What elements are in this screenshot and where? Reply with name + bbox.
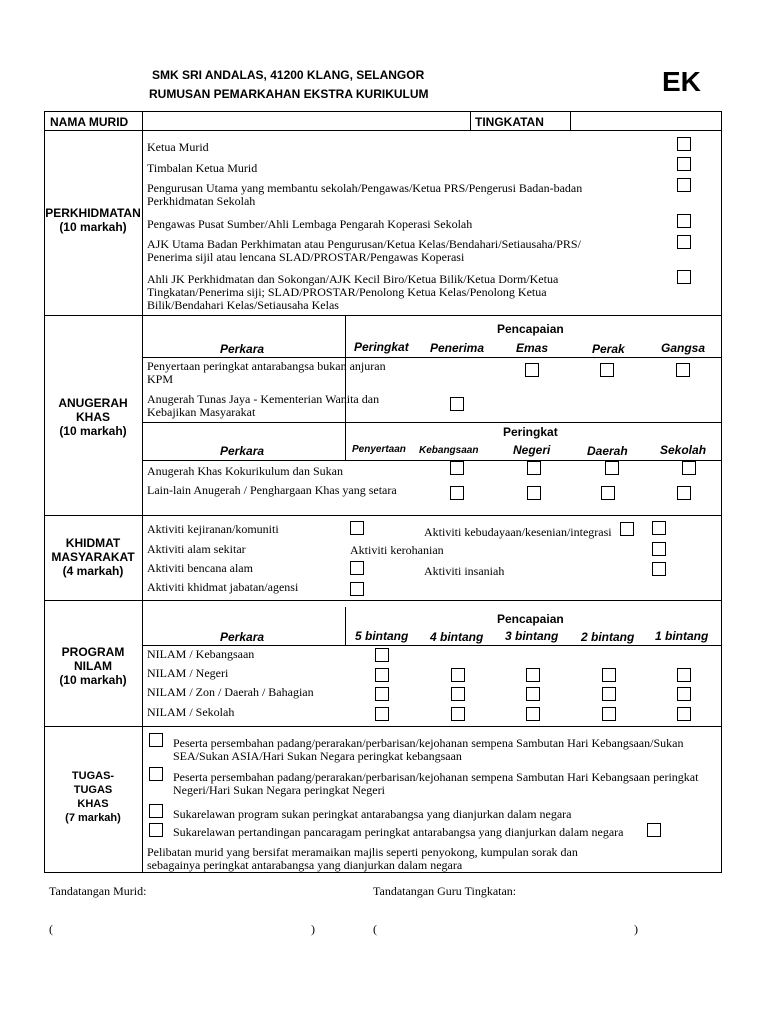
checkbox[interactable] (677, 270, 691, 284)
anugerah-peringkat2-header: Peringkat (503, 425, 558, 439)
nilam-star-header: 2 bintang (581, 630, 635, 644)
tugas-khas-label: TUGAS-TUGAS KHAS (7 markah) (65, 770, 121, 824)
guru-signature-field[interactable] (382, 918, 630, 938)
list-item: Aktiviti khidmat jabatan/agensi (147, 580, 299, 594)
nilam-pencapaian-header: Pencapaian (497, 612, 564, 626)
checkbox[interactable] (677, 137, 691, 151)
list-item: AJK Utama Badan Perkhimatan atau Pengurusan/Ketua Kelas/Bendahari/Setiausaha/PRS/ Penerima sijil atau lencana SLAD/PROSTAR/Pengawas Koperasi (147, 237, 581, 264)
checkbox[interactable] (350, 521, 364, 535)
guru-name-close: ) (634, 922, 638, 936)
checkbox[interactable] (526, 687, 540, 701)
anugerah-emas-header: Emas (516, 341, 549, 355)
list-item: NILAM / Zon / Daerah / Bahagian (147, 685, 314, 699)
murid-signature-field[interactable] (58, 918, 306, 938)
checkbox[interactable] (375, 707, 389, 721)
checkbox[interactable] (526, 707, 540, 721)
school-name: SMK SRI ANDALAS, 41200 KLANG, SELANGOR (152, 68, 425, 82)
murid-name-open: ( (49, 922, 53, 936)
checkbox[interactable] (350, 561, 364, 575)
checkbox[interactable] (620, 522, 634, 536)
checkbox[interactable] (450, 397, 464, 411)
checkbox[interactable] (451, 707, 465, 721)
checkbox[interactable] (602, 687, 616, 701)
checkbox[interactable] (527, 486, 541, 500)
anugerah-gangsa-header: Gangsa (661, 341, 706, 355)
program-nilam-label: PROGRAM NILAM (10 markah) (59, 645, 127, 687)
list-item: Aktiviti bencana alam (147, 561, 253, 575)
checkbox[interactable] (375, 668, 389, 682)
checkbox[interactable] (652, 521, 666, 535)
anugerah-sekolah-header: Sekolah (660, 443, 707, 457)
list-item: Peserta persembahan padang/perarakan/perbarisan/kejohanan sempena Sambutan Hari Kebangsaan peringkat Negeri/Hari Sukan Negara peringkat Negeri (173, 770, 699, 797)
list-item: Pengawas Pusat Sumber/Ahli Lembaga Pengarah Koperasi Sekolah (147, 217, 473, 231)
checkbox[interactable] (600, 363, 614, 377)
khidmat-masyarakat-label: KHIDMAT MASYARAKAT (4 markah) (51, 536, 135, 578)
checkbox[interactable] (677, 157, 691, 171)
anugerah-peringkat-header: Peringkat (354, 340, 409, 354)
nilam-star-header: 1 bintang (655, 629, 709, 643)
anugerah-kebangsaan-header: Kebangsaan (419, 445, 479, 456)
list-item: NILAM / Negeri (147, 666, 229, 680)
checkbox[interactable] (677, 687, 691, 701)
list-item: Timbalan Ketua Murid (147, 161, 258, 175)
checkbox[interactable] (677, 668, 691, 682)
form-code: EK (662, 66, 701, 97)
perkhidmatan-label: PERKHIDMATAN (10 markah) (45, 206, 141, 234)
anugerah-perkara2-header: Perkara (220, 444, 265, 458)
anugerah-pencapaian-header: Pencapaian (497, 322, 564, 336)
checkbox[interactable] (677, 178, 691, 192)
nilam-star-header: 4 bintang (430, 630, 484, 644)
nilam-star-header: 3 bintang (505, 629, 559, 643)
list-item: Ahli JK Perkhidmatan dan Sokongan/AJK Kecil Biro/Ketua Bilik/Ketua Dorm/Ketua Tingkatan/Penerima siji; SLAD/PROSTAR/Penolong Ketua Kelas/Penolong Ketua Bilik/Bendahari Kelas/Setiausaha Kelas (147, 272, 559, 312)
anugerah-penerima-header: Penerima (430, 341, 485, 355)
tandatangan-guru-label: Tandatangan Guru Tingkatan: (373, 884, 517, 898)
nama-murid-label: NAMA MURID (50, 115, 129, 129)
tandatangan-murid-label: Tandatangan Murid: (49, 884, 147, 898)
list-item: Aktiviti insaniah (424, 564, 505, 578)
checkbox[interactable] (149, 804, 163, 818)
checkbox[interactable] (676, 363, 690, 377)
list-item: Penyertaan peringkat antarabangsa bukan anjuran KPM (147, 359, 386, 386)
checkbox[interactable] (375, 648, 389, 662)
list-item: Aktiviti alam sekitar (147, 542, 246, 556)
list-item: Sukarelawan pertandingan pancaragam peringkat antarabangsa yang dianjurkan dalam negara (173, 825, 624, 839)
list-item: NILAM / Sekolah (147, 705, 235, 719)
list-item: Aktiviti kebudayaan/kesenian/integrasi (424, 525, 612, 539)
checkbox[interactable] (605, 461, 619, 475)
checkbox[interactable] (602, 707, 616, 721)
tingkatan-field[interactable] (571, 112, 721, 130)
checkbox[interactable] (601, 486, 615, 500)
checkbox[interactable] (652, 542, 666, 556)
anugerah-daerah-header: Daerah (587, 444, 628, 458)
tingkatan-label: TINGKATAN (475, 115, 544, 129)
guru-name-open: ( (373, 922, 377, 936)
checkbox[interactable] (450, 486, 464, 500)
checkbox[interactable] (149, 733, 163, 747)
checkbox[interactable] (677, 235, 691, 249)
checkbox[interactable] (677, 486, 691, 500)
list-item: Sukarelawan program sukan peringkat antarabangsa yang dianjurkan dalam negara (173, 807, 572, 821)
checkbox[interactable] (450, 461, 464, 475)
anugerah-negeri-header: Negeri (513, 443, 551, 457)
list-item: Lain-lain Anugerah / Penghargaan Khas yang setara (147, 483, 397, 497)
checkbox[interactable] (149, 823, 163, 837)
checkbox[interactable] (375, 687, 389, 701)
list-item: Pengurusan Utama yang membantu sekolah/Pengawas/Ketua PRS/Pengerusi Badan-badan Perkhidmatan Sekolah (147, 181, 583, 208)
checkbox[interactable] (682, 461, 696, 475)
list-item: NILAM / Kebangsaan (147, 647, 255, 661)
checkbox[interactable] (526, 668, 540, 682)
nilam-star-header: 5 bintang (355, 629, 409, 643)
anugerah-perak-header: Perak (592, 342, 625, 356)
nama-murid-field[interactable] (143, 112, 469, 130)
list-item: Aktiviti kejiranan/komuniti (147, 522, 279, 536)
checkbox[interactable] (451, 687, 465, 701)
anugerah-perkara-header: Perkara (220, 342, 265, 356)
anugerah-penyertaan-header: Penyertaan (352, 444, 406, 455)
form-title: RUMUSAN PEMARKAHAN EKSTRA KURIKULUM (149, 87, 429, 101)
list-item: Ketua Murid (147, 140, 209, 154)
checkbox[interactable] (647, 823, 661, 837)
list-item: Peserta persembahan padang/perarakan/perbarisan/kejohanan sempena Sambutan Hari Kebangsaan/Sukan SEA/Sukan ASIA/Hari Sukan Negara peringkat kebangsaan (173, 736, 684, 763)
checkbox[interactable] (652, 562, 666, 576)
checkbox[interactable] (525, 363, 539, 377)
list-item: Anugerah Khas Kokurikulum dan Sukan (147, 464, 343, 478)
checkbox[interactable] (677, 214, 691, 228)
checkbox[interactable] (451, 668, 465, 682)
list-item: Aktiviti kerohanian (350, 543, 444, 557)
checkbox[interactable] (350, 582, 364, 596)
checkbox[interactable] (149, 767, 163, 781)
checkbox[interactable] (527, 461, 541, 475)
murid-name-close: ) (311, 922, 315, 936)
nilam-perkara-header: Perkara (220, 630, 265, 644)
checkbox[interactable] (602, 668, 616, 682)
checkbox[interactable] (677, 707, 691, 721)
anugerah-khas-label: ANUGERAH KHAS (10 markah) (58, 396, 128, 438)
list-item: Anugerah Tunas Jaya - Kementerian Wanita dan Kebajikan Masyarakat (147, 392, 380, 419)
list-item: Pelibatan murid yang bersifat meramaikan majlis seperti penyokong, kumpulan sorak dan sebagainya peringkat antarabangsa yang dianjurkan dalam negara (147, 845, 578, 872)
